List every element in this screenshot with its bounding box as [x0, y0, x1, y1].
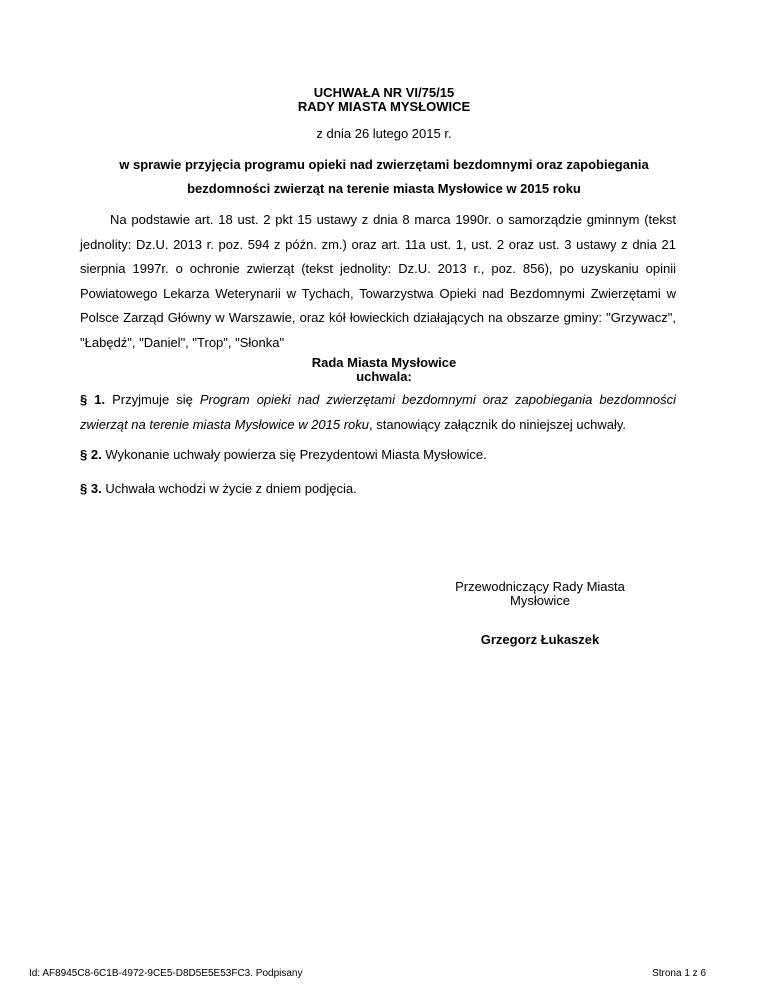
section-1-text-before: Przyjmuje się	[112, 392, 193, 407]
signer-role-line-2: Mysłowice	[510, 593, 570, 608]
section-2	[80, 443, 676, 468]
section-1-text-after: , stanowiący załącznik do niniejszej uchwały.	[369, 416, 627, 432]
resolution-number: UCHWAŁA NR VI/75/15	[313, 85, 455, 100]
council-name: RADY MIASTA MYSŁOWICE	[297, 99, 471, 114]
preamble-paragraph: Na podstawie art. 18 ust. 2 pkt 15 ustawy z dnia 8 marca 1990r. o samorządzie gminnym (tekst jednolity: Dz.U. 2013 r. poz. 594 z późn. zm.) oraz art. 11a ust. 1, ust. 2 oraz ust. 3 ustawy z dnia 21 sierpnia 1997r. o ochronie zwierząt (tekst jednolity: Dz.U. 2013 r., poz. 856), po uzyskaniu opinii Powiatowego Lekarza Weterynarii w Tychach, Towarzystwa Opieki nad Bezdomnymi Zwierzętami w Polsce Zarząd Główny w Warszawie, oraz kół łowieckich działających na obszarze gminy: "Grzywacz", "Łabędź", "Daniel", "Trop", "Słonka"	[80, 212, 676, 350]
section-3	[80, 477, 676, 502]
section-2-text: Wykonanie uchwały powierza się Prezydentowi Miasta Mysłowice.	[105, 447, 487, 462]
subject-line-2: bezdomności zwierząt na terenie miasta Mysłowice w 2015 roku	[187, 181, 581, 196]
subject-line-1: w sprawie przyjęcia programu opieki nad zwierzętami bezdomnymi oraz zapobiegania	[119, 157, 649, 172]
section-1-mark: § 1.	[80, 392, 106, 407]
section-3-mark: § 3.	[80, 481, 102, 496]
section-1-program-title: Program opieki nad zwierzętami bezdomnymi oraz zapobiegania bezdomności zwierząt na terenie miasta Mysłowice w 2015 roku	[80, 392, 676, 432]
council-heading: Rada Miasta Mysłowice	[311, 355, 457, 370]
section-1	[80, 388, 676, 437]
page-number: Strona 1 z 6	[652, 968, 706, 979]
section-3-text: Uchwała wchodzi w życie z dniem podjęcia.	[105, 481, 357, 496]
document-id: Id: AF8945C8-6C1B-4972-9CE5-D8D5E5E53FC3. Podpisany	[29, 968, 303, 979]
signer-name: Grzegorz Łukaszek	[480, 632, 600, 647]
resolution-date: z dnia 26 lutego 2015 r.	[316, 126, 452, 141]
signer-role-line-1: Przewodniczący Rady Miasta	[455, 579, 625, 594]
section-2-mark: § 2.	[80, 447, 102, 462]
council-resolves: uchwala:	[356, 369, 412, 384]
